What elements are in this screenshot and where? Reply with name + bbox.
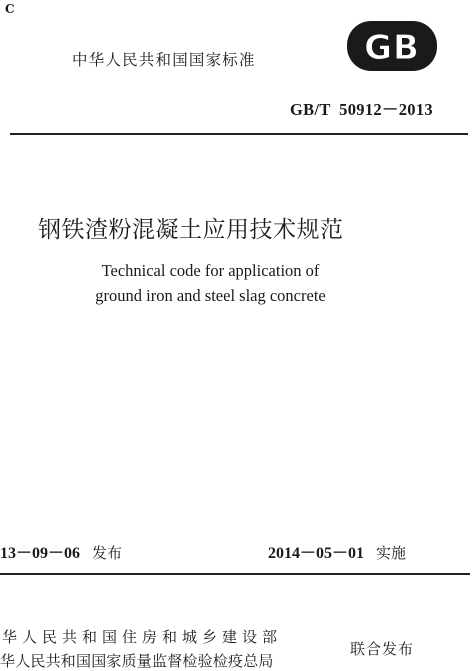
bottom-divider	[0, 573, 470, 575]
standard-code: GB/T 50912－2013	[290, 100, 433, 119]
issue-label: 发布	[92, 544, 123, 562]
gb-logo	[346, 20, 438, 72]
implement-date-value: 2014－05－01	[268, 545, 365, 562]
implement-label: 实施	[376, 544, 407, 562]
joint-release-label: 联合发布	[350, 640, 415, 658]
title-english	[78, 258, 343, 308]
title-english-line1: Technical code for application of	[101, 261, 320, 280]
corner-mark: C	[5, 2, 15, 16]
national-standard-heading: 中华人民共和国国家标准	[72, 51, 256, 69]
issue-date	[0, 540, 122, 563]
publisher-ministry-housing: 华人民共和国住房和城乡建设部	[2, 628, 283, 646]
title-chinese: 钢铁渣粉混凝土应用技术规范	[38, 217, 344, 243]
issue-date-value: 13－09－06	[0, 545, 81, 562]
implement-date	[268, 540, 406, 563]
top-divider	[10, 133, 468, 135]
gb-logo-text: GB	[364, 28, 420, 68]
title-english-line2: ground iron and steel slag concrete	[95, 286, 326, 305]
publisher-aqsiq: 华人民共和国国家质量监督检验检疫总局	[0, 652, 274, 670]
